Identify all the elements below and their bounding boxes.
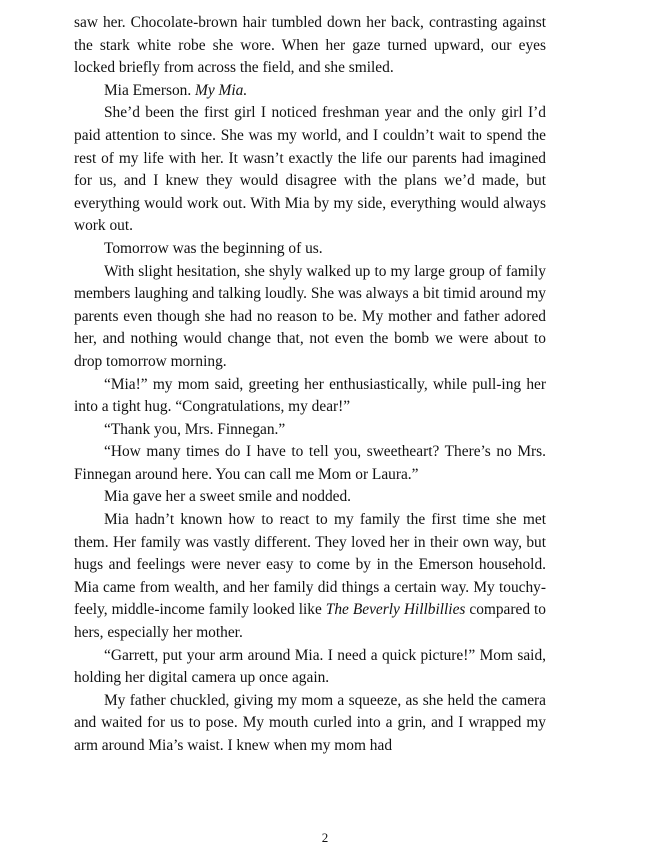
- text-run: “How many times do I have to tell you, sweetheart? There’s no Mrs. Finnegan around here. You can call me Mom or Laura.”: [74, 443, 546, 483]
- text-run: Mia Emerson.: [104, 81, 196, 99]
- text-run: She’d been the first girl I noticed freshman year and the only girl I’d paid attention to since. She was my world, and I couldn’t wait to spend the rest of my life with her. It wasn’t exactly the life our parents had imagined for us, and I knew they would disagree with the plans we’d made, but everything would work out. With Mia by my side, everything would always work out.: [74, 104, 546, 235]
- text-run: saw her. Chocolate-brown hair tumbled down her back, contrasting against the stark white robe she wore. When her gaze turned upward, our eyes locked briefly from across the field, and she smiled.: [74, 14, 546, 77]
- page-number: 2: [321, 830, 329, 845]
- body-text: [74, 12, 546, 758]
- paragraph: [74, 374, 546, 419]
- paragraph: [74, 261, 546, 374]
- text-run: Mia hadn’t known how to react to my family the first time she met them. Her family was vastly different. They loved her in their own way, but hugs and feelings were never easy to come by in the Emerson household. Mia came from wealth, and her family did things a certain way. My touchy-feely, middle-income family looked like: [74, 511, 546, 619]
- text-run: compared to hers, especially her mother.: [74, 601, 546, 642]
- paragraph: [74, 102, 546, 238]
- paragraph: [74, 486, 546, 509]
- text-run: Tomorrow was the beginning of us.: [104, 239, 323, 257]
- paragraph: [74, 12, 546, 80]
- italic-text: The Beverly Hillbillies: [325, 601, 466, 619]
- paragraph: [74, 419, 546, 442]
- paragraph: [74, 441, 546, 486]
- text-run: Mia gave her a sweet smile and nodded.: [104, 488, 352, 506]
- text-run: “Mia!” my mom said, greeting her enthusiastically, while pull-ing her into a tight hug. “Congratulations, my dear!”: [74, 375, 546, 416]
- text-run: “Garrett, put your arm around Mia. I need a quick picture!” Mom said, holding her digital camera up once again.: [74, 646, 546, 687]
- text-run: “Thank you, Mrs. Finnegan.”: [104, 420, 286, 438]
- text-run: My father chuckled, giving my mom a squeeze, as she held the camera and waited for us to pose. My mouth curled into a grin, and I wrapped my arm around Mia’s waist. I knew when my mom had: [74, 691, 546, 754]
- italic-text: My Mia.: [195, 81, 248, 99]
- paragraph: [74, 238, 546, 261]
- paragraph: [74, 80, 546, 103]
- paragraph: [74, 509, 546, 645]
- paragraph: [74, 690, 546, 758]
- text-run: With slight hesitation, she shyly walked up to my large group of family members laughing and talking loudly. She was always a bit timid around my parents even though she had no reason to be. My mother and father adored her, and nothing would change that, not even the bomb we were about to drop tomorrow morning.: [74, 262, 546, 370]
- paragraph: [74, 645, 546, 690]
